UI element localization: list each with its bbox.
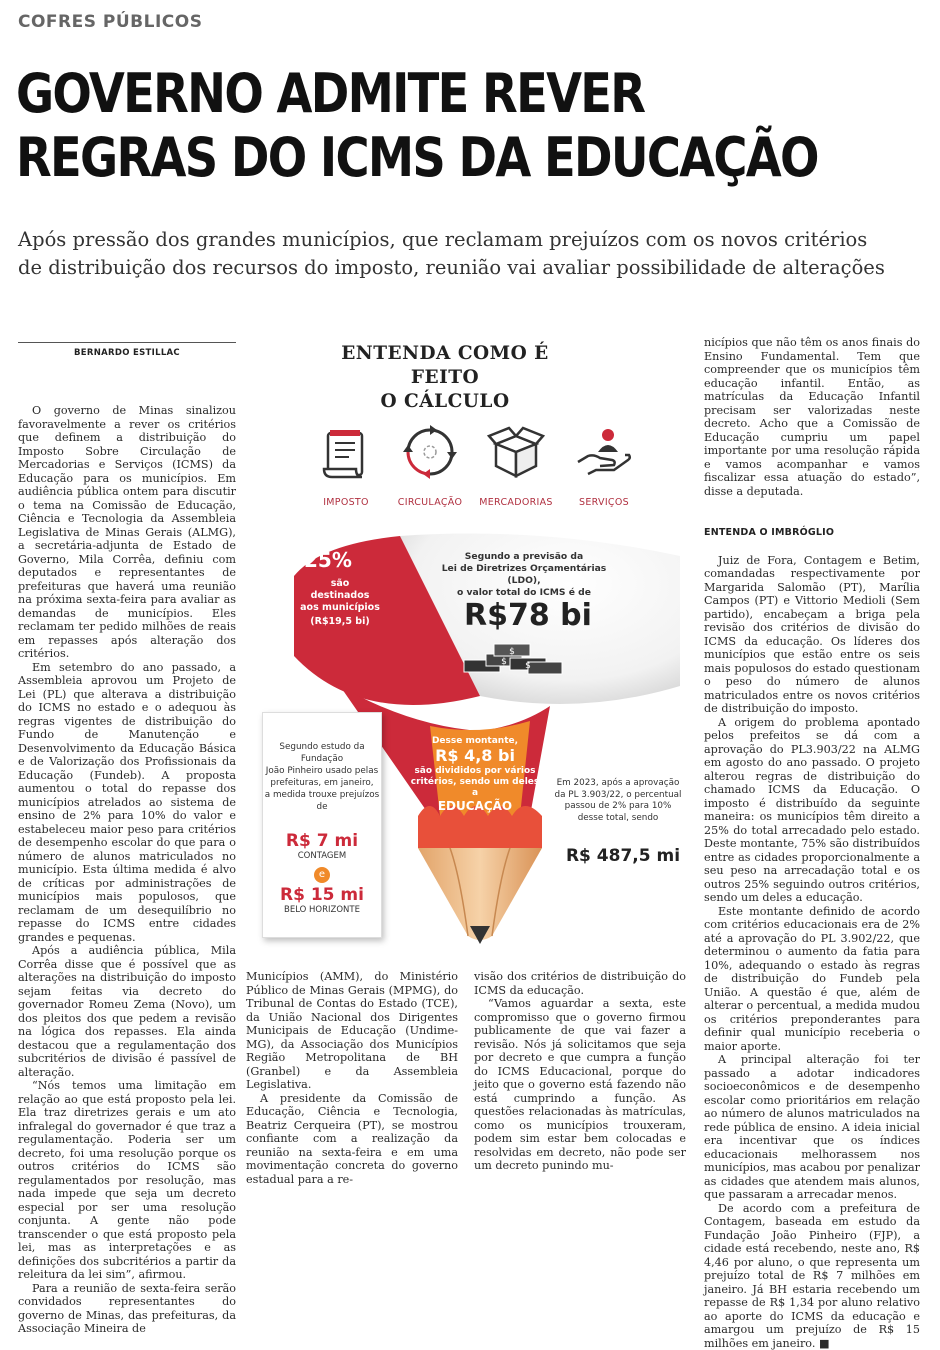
section-kicker: COFRES PÚBLICOS bbox=[18, 12, 202, 32]
pct-line-2: aos municípios bbox=[300, 602, 380, 614]
pct-value: 25% bbox=[304, 548, 352, 572]
paragraph: Para a reunião de sexta-feira serão convidados representantes do governo de Minas, das prefeituras, da Associação Mineira de bbox=[18, 1282, 236, 1336]
paragraph: Em setembro do ano passado, a Assembleia aprovou um Projeto de Lei (PL) que alterava a distribuição do ICMS no estado e o adequou às regras vigentes de distribuição do Fundo de Manutenção e Desenvolvimento da Educação Básica e de Valorização dos Profissionais da Educação (Fundeb). A proposta aumentou o total do repasse dos municípios atrelados ao sistema de ensino de 2% para 10% do valor e estabeleceu maior peso para critérios de desempenho escolar do que para o número de alunos matriculados no município. Esta última medida é alvo de críticas por administrações de municípios mais populosos, que reclamam de um desequilíbrio no repasse do ICMS entre cidades grandes e pequenas. bbox=[18, 661, 236, 945]
column-1 bbox=[18, 404, 236, 1336]
year-2023-value: R$ 487,5 mi bbox=[558, 846, 688, 866]
card-line-3: prefeituras, em janeiro, bbox=[263, 777, 381, 789]
column-2 bbox=[246, 970, 458, 1186]
total-value: R$78 bi bbox=[464, 598, 592, 633]
paragraph: nicípios que não têm os anos finais do Ensino Fundamental. Tem que compreender que os municípios têm educação infantil. Então, as matrículas da Educação Infantil precisam ser valorizadas neste decreto. Acho que a Comissão de Educação cumpriu um papel importante por uma resolução rápida e vamos acompanhar e vamos fiscalizar essa atuação do estado”, disse a deputada. bbox=[704, 336, 920, 498]
card-line-2: João Pinheiro usado pelas bbox=[263, 765, 381, 777]
headline-line-2: REGRAS DO ICMS DA EDUCAÇÃO bbox=[16, 126, 910, 190]
paragraph: A origem do problema apontado pelos prefeitos se dá com a aprovação do PL3.903/22 na ALMG em agosto do ano passado. O projeto alterou regras de distribuição do chamado ICMS da Educação. O imposto é distribuído da seguinte maneira: os municípios têm direito a 25% do total arrecadado pelo estado. Deste montante, 75% são distribuídos entre as cidades proporcionalmente a seu peso na arrecadação total e os outros 25% seguindo outros critérios, sendo um deles a educação. bbox=[704, 716, 920, 905]
section-heading: ENTENDA O IMBRÓGLIO bbox=[704, 526, 920, 540]
svg-text:$: $ bbox=[501, 657, 507, 667]
ldo-line-1: Segundo a previsão da bbox=[434, 551, 614, 563]
montante-value: R$ 4,8 bi bbox=[410, 746, 540, 766]
column-4 bbox=[704, 336, 920, 1350]
infographic-title bbox=[320, 342, 570, 414]
losses-card bbox=[262, 712, 382, 938]
paragraph: visão dos critérios de distribuição do ICMS da educação. bbox=[474, 970, 686, 997]
svg-text:$: $ bbox=[525, 661, 531, 671]
contagem-label: CONTAGEM bbox=[263, 851, 381, 861]
icon-label-mercadorias: MERCADORIAS bbox=[471, 497, 561, 508]
y2023-line-3: passou de 2% para 10% bbox=[548, 801, 688, 813]
open-box-icon bbox=[486, 422, 546, 482]
column-3 bbox=[474, 970, 686, 1173]
subhead-line-1: Após pressão dos grandes municípios, que reclamam prejuízos com os novos critérios bbox=[18, 226, 928, 254]
ldo-text bbox=[434, 551, 614, 599]
document-scroll-icon bbox=[316, 425, 376, 485]
svg-text:$: $ bbox=[509, 647, 515, 657]
headline bbox=[16, 62, 910, 190]
paragraph: Juiz de Fora, Contagem e Betim, comandadas respectivamente por Margarida Salomão (PT), Marília Campos (PT) e Vittorio Medioli (Sem partido), encabeçam a briga pela revisão dos critérios de divisão do ICMS da educação. Os líderes dos municípios que estão entre os seis mais populosos do estado questionam o peso do número de alunos matriculados entre os novos critérios de distribuição do imposto. bbox=[704, 554, 920, 716]
icon-label-servicos: SERVIÇOS bbox=[559, 497, 649, 508]
montante-text bbox=[410, 736, 540, 813]
pct-line-3: (R$19,5 bi) bbox=[300, 616, 380, 628]
paragraph: Após a audiência pública, Mila Corrêa disse que é possível que as alterações na distribuição do imposto sejam feitas via decreto do governador Romeu Zema (Novo), um dos pleitos dos que pedem a revisão na lógica dos repasses. Ela ainda destacou que a regulamentação dos subcritérios de divisão é passível de alteração. bbox=[18, 944, 236, 1079]
y2023-line-1: Em 2023, após a aprovação bbox=[548, 778, 688, 790]
paragraph: Este montante definido de acordo com critérios educacionais era de 2% até a aprovação do PL 3.902/22, que determinou o aumento da fatia para 10%, adequando o estado às regras de distribuição do Fundeb pela União. A questão é que, além de alterar o percentual, a medida mudou os critérios preponderantes para definir qual município receberia o maior aporte. bbox=[704, 905, 920, 1054]
icon-label-circulacao: CIRCULAÇÃO bbox=[385, 497, 475, 508]
paragraph: “Nós temos uma limitação em relação ao que está proposto pela lei. Ela traz diretrizes gerais e um ato infralegal do governador é que traz a regulamentação. Poderia ser um decreto, foi uma resolução porque os outros critérios do ICMS são regulamentados por resolução, mas nada impede que seja um decreto especial por ser uma resolução conjunta. A gente não pode transcender o que está proposto pela lei, mas as interpretações e as definições dos subcritérios a partir da releitura da lei sim”, afirmou. bbox=[18, 1079, 236, 1282]
paragraph: De acordo com a prefeitura de Contagem, baseada em estudo da Fundação João Pinheiro (FJP), a cidade está recebendo, neste ano, R$ 4,46 por aluno, o que representa um prejuízo total de R$ 7 milhões em janeiro. Já BH estaria recebendo um repasse de R$ 1,34 por aluno relativo ao aporte do ICMS da educação e amargou um prejuízo de R$ 15 milhões em janeiro. ■ bbox=[704, 1202, 920, 1350]
conjunction-badge: e bbox=[314, 867, 330, 883]
paragraph: A presidente da Comissão de Educação, Ciência e Tecnologia, Beatriz Cerqueira (PT), se mostrou confiante com a realização da reunião na sexta-feira e em uma movimentação concreta do governo estadual para a re- bbox=[246, 1092, 458, 1187]
card-text bbox=[263, 741, 381, 813]
montante-line-4: EDUCAÇÃO bbox=[410, 799, 540, 813]
bh-label: BELO HORIZONTE bbox=[263, 905, 381, 915]
bh-loss-value: R$ 15 mi bbox=[263, 885, 381, 905]
ldo-line-3: o valor total do ICMS é de bbox=[434, 587, 614, 599]
paragraph: O governo de Minas sinalizou favoravelmente a rever os critérios que definem a distribuição do Imposto Sobre Circulação de Mercadorias e Serviços (ICMS) da Educação para os municípios. Em audiência pública ontem para discutir o tema na Comissão de Educação, Ciência e Tecnologia da Assembleia Legislativa de Minas Gerais (ALMG), a secretária-adjunta de Estado de Governo, Mila Corrêa, definiu com deputados e representantes de prefeituras que haverá uma reunião na próxima sexta-feira para avaliar as demandas de municípios. Eles reclamam ter pedido milhões de reais em repasses após alteração dos critérios. bbox=[18, 404, 236, 661]
contagem-loss-value: R$ 7 mi bbox=[263, 831, 381, 851]
hand-person-icon bbox=[574, 422, 634, 482]
paragraph: Municípios (AMM), do Ministério Público de Minas Gerais (MPMG), do Tribunal de Contas do Estado (TCE), da União Nacional dos Dirigentes Municipais de Educação (Undime-MG), da Associação dos Municípios Região Metropolitana de BH (Granbel) e da Assembleia Legislativa. bbox=[246, 970, 458, 1092]
infographic-title-line-2: O CÁLCULO bbox=[320, 390, 570, 414]
card-line-4: a medida trouxe prejuízos de bbox=[263, 789, 381, 813]
circular-arrows-icon bbox=[400, 422, 460, 482]
subheadline bbox=[18, 226, 928, 282]
pct-line-1: são destinados bbox=[300, 578, 380, 602]
headline-line-1: GOVERNO ADMITE REVER bbox=[16, 62, 910, 126]
ldo-line-2: Lei de Diretrizes Orçamentárias (LDO), bbox=[434, 563, 614, 587]
money-stack-icon bbox=[458, 640, 568, 676]
paragraph: A principal alteração foi ter passado a adotar indicadores socioeconômicos e de desempenho escolar como prioritários em relação ao número de alunos matriculados na rede pública de ensino. A ideia inicial era incentivar que os índices educacionais melhorassem nos municípios, mas acabou por penalizar as cidades que atendem mais alunos, que passaram a arrecadar menos. bbox=[704, 1053, 920, 1202]
y2023-line-2: da PL 3.903/22, o percentual bbox=[548, 790, 688, 802]
montante-line-3: critérios, sendo um deles a bbox=[410, 777, 540, 799]
card-line-1: Segundo estudo da Fundação bbox=[263, 741, 381, 765]
paragraph: “Vamos aguardar a sexta, este compromisso que o governo firmou publicamente de que vai fazer a revisão. Nós já solicitamos que seja por decreto e que cumpra a função do ICMS Educacional, porque do jeito que o governo está fazendo não está cumprindo a função. As questões relacionadas às matrículas, como os municípios trouxeram, podem sim estar bem colocadas e resolvidas em decreto, não pode ser um decreto punindo mu- bbox=[474, 997, 686, 1173]
byline: BERNARDO ESTILLAC bbox=[18, 342, 236, 358]
year-2023-text bbox=[548, 778, 688, 824]
icon-label-imposto: IMPOSTO bbox=[301, 497, 391, 508]
infographic-title-line-1: ENTENDA COMO É FEITO bbox=[320, 342, 570, 390]
y2023-line-4: desse total, sendo bbox=[548, 813, 688, 825]
pct-description bbox=[300, 578, 380, 628]
montante-line-1: Desse montante, bbox=[410, 736, 540, 746]
subhead-line-2: de distribuição dos recursos do imposto, reunião vai avaliar possibilidade de alterações bbox=[18, 254, 928, 282]
montante-line-2: são divididos por vários bbox=[410, 766, 540, 777]
